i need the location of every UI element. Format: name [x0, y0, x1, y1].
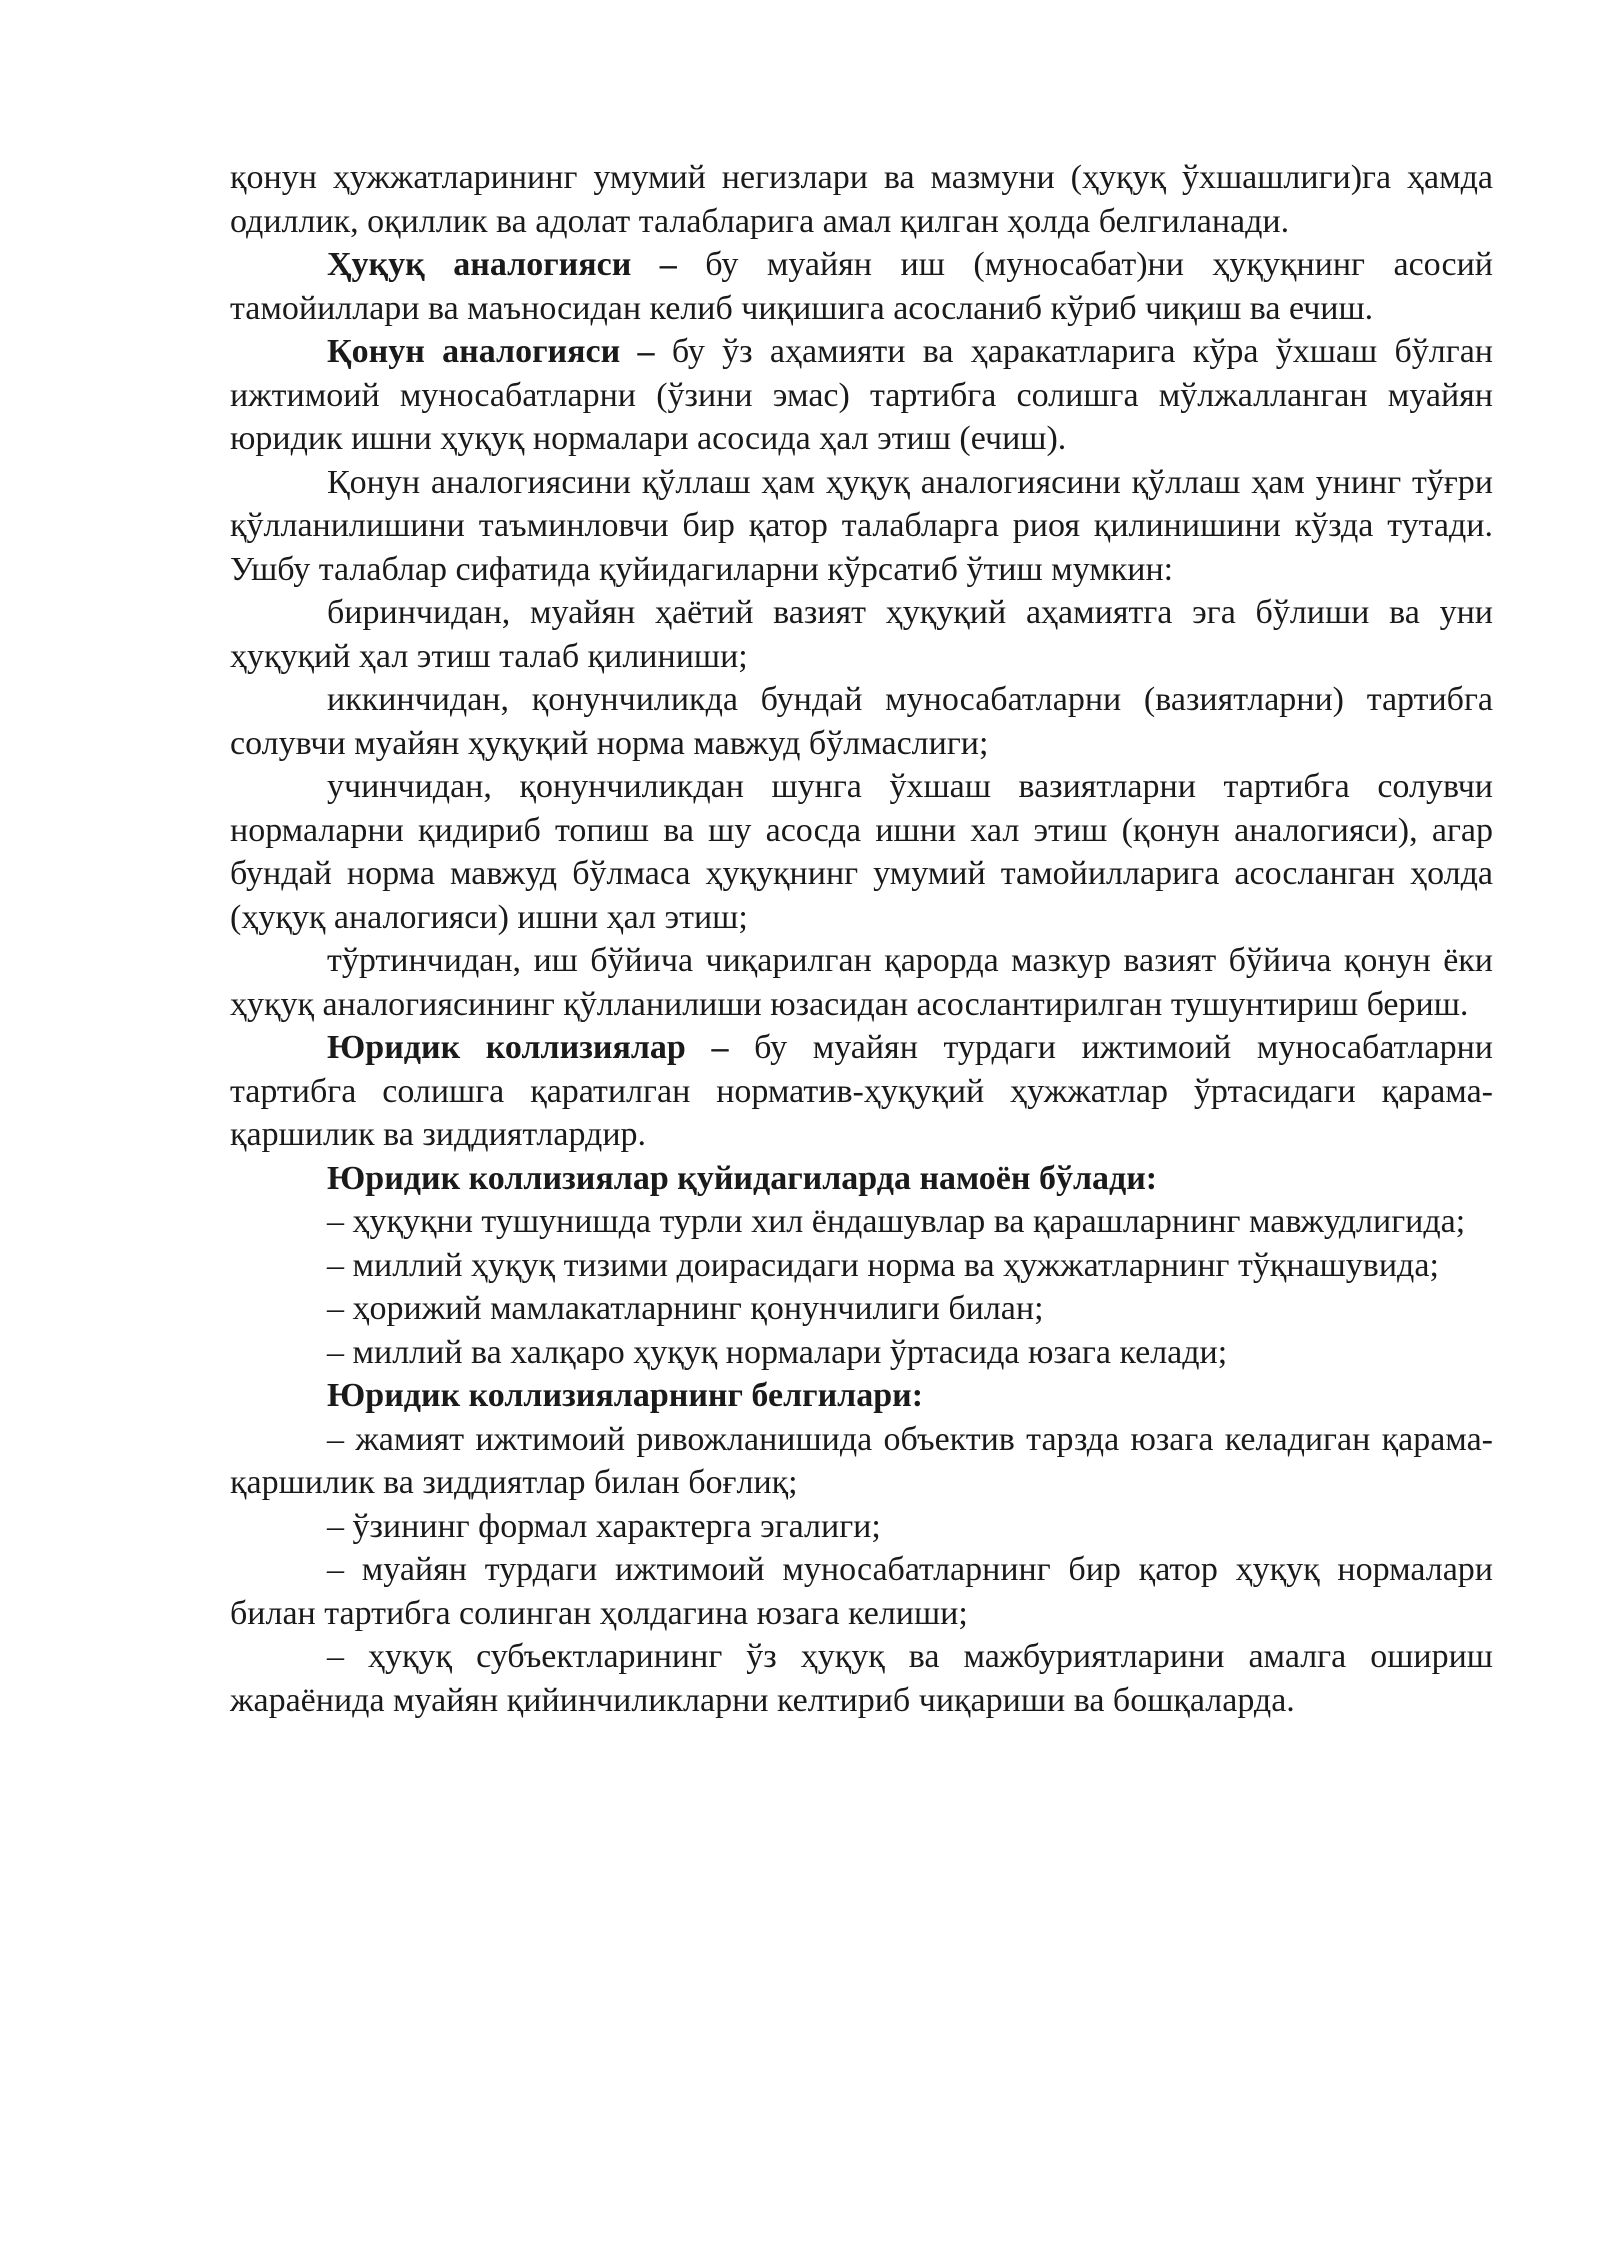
requirement-item: иккинчидан, қонунчиликда бундай муносабатларни (вазиятларни) тартибга солувчи муайян ҳуқуқий норма мавжуд бўлмаслиги; [230, 681, 1493, 762]
signs-heading: Юридик коллизияларнинг белгилари: [327, 1377, 924, 1414]
signs-item: – ҳуқуқ субъектларининг ўз ҳуқуқ ва мажбуриятларини амалга ошириш жараёнида муайян қийинчиликларни келтириб чиқариши ва бошқаларда. [230, 1638, 1493, 1719]
legal-collision-term: Юридик коллизиялар – [327, 1029, 729, 1066]
law-analogy-definition [230, 243, 1493, 330]
signs-item: – муайян турдаги ижтимоий муносабатларнинг бир қатор ҳуқуқ нормалари билан тартибга солинган ҳолдагина юзага келиши; [230, 1551, 1493, 1632]
legal-collision-definition [230, 1026, 1493, 1157]
signs-item: – ўзининг формал характерга эгалиги; [327, 1507, 881, 1545]
document-page [230, 156, 1493, 1722]
requirement-item: тўртинчидан, иш бўйича чиқарилган қарорда мазкур вазият бўйича қонун ёки ҳуқуқ аналогиясининг қўлланилиши юзасидан асослантирилган тушунтириш бериш. [230, 942, 1493, 1023]
law-analogy-term: Ҳуқуқ аналогияси – [327, 246, 677, 283]
manifest-item: – миллий ҳуқуқ тизими доирасидаги норма ва ҳужжатларнинг тўқнашувида; [327, 1246, 1439, 1284]
requirement-item: биринчидан, муайян ҳаётий вазият ҳуқуқий аҳамиятга эга бўлиши ва уни ҳуқуқий ҳал этиш талаб қилиниши; [230, 594, 1493, 675]
law-analogy-text: бу муайян иш (муносабат)ни ҳуқуқнинг асосий тамойиллари ва маъносидан келиб чиқишига асосланиб кўриб чиқиш ва ечиш. [230, 246, 1494, 327]
legal-collision-text: бу муайян турдаги ижтимоий муносабатларни тартибга солишга қаратилган норматив-ҳуқуқий ҳужжатлар ўртасидаги қарама-қаршилик ва зиддиятлардир. [230, 1029, 1493, 1153]
manifest-item: – миллий ва халқаро ҳуқуқ нормалари ўртасида юзага келади; [327, 1333, 1228, 1371]
manifest-item: – ҳорижий мамлакатларнинг қонунчилиги билан; [327, 1290, 1044, 1327]
manifest-heading: Юридик коллизиялар қуйидагиларда намоён бўлади: [327, 1159, 1158, 1197]
requirement-item: учинчидан, қонунчиликдан шунга ўхшаш вазиятларни тартибга солувчи нормаларни қидириб топиш ва шу асосда ишни хал этиш (қонун аналогияси), агар бундай норма мавжуд бўлмаса ҳуқуқнинг умумий тамойилларига асосланган ҳолда (ҳуқуқ аналогияси) ишни ҳал этиш; [230, 768, 1493, 936]
manifest-item: – ҳуқуқни тушунишда турли хил ёндашувлар ва қарашларнинг мавжудлигида; [327, 1203, 1466, 1240]
statute-analogy-text: бу ўз аҳамияти ва ҳаракатларига кўра ўхшаш бўлган ижтимоий муносабатларни (ўзини эмас) тартибга солишга мўлжалланган муайян юридик ишни ҳуқуқ нормалари асосида ҳал этиш (ечиш). [230, 333, 1493, 457]
statute-analogy-definition [230, 330, 1493, 461]
signs-item: – жамият ижтимоий ривожланишида объектив тарзда юзага келадиган қарама-қаршилик ва зиддиятлар билан боғлиқ; [230, 1420, 1493, 1501]
statute-analogy-term: Қонун аналогияси – [327, 333, 655, 370]
intro-paragraph: қонун ҳужжатларининг умумий негизлари ва мазмуни (ҳуқуқ ўхшашлиги)га ҳамда одиллик, оқиллик ва адолат талабларига амал қилган ҳолда белгиланади. [230, 159, 1493, 240]
requirements-intro: Қонун аналогиясини қўллаш ҳам ҳуқуқ аналогиясини қўллаш ҳам унинг тўғри қўлланилишини таъминловчи бир қатор талабларга риоя қилинишини кўзда тутади. Ушбу талаблар сифатида қуйидагиларни кўрсатиб ўтиш мумкин: [230, 463, 1493, 588]
